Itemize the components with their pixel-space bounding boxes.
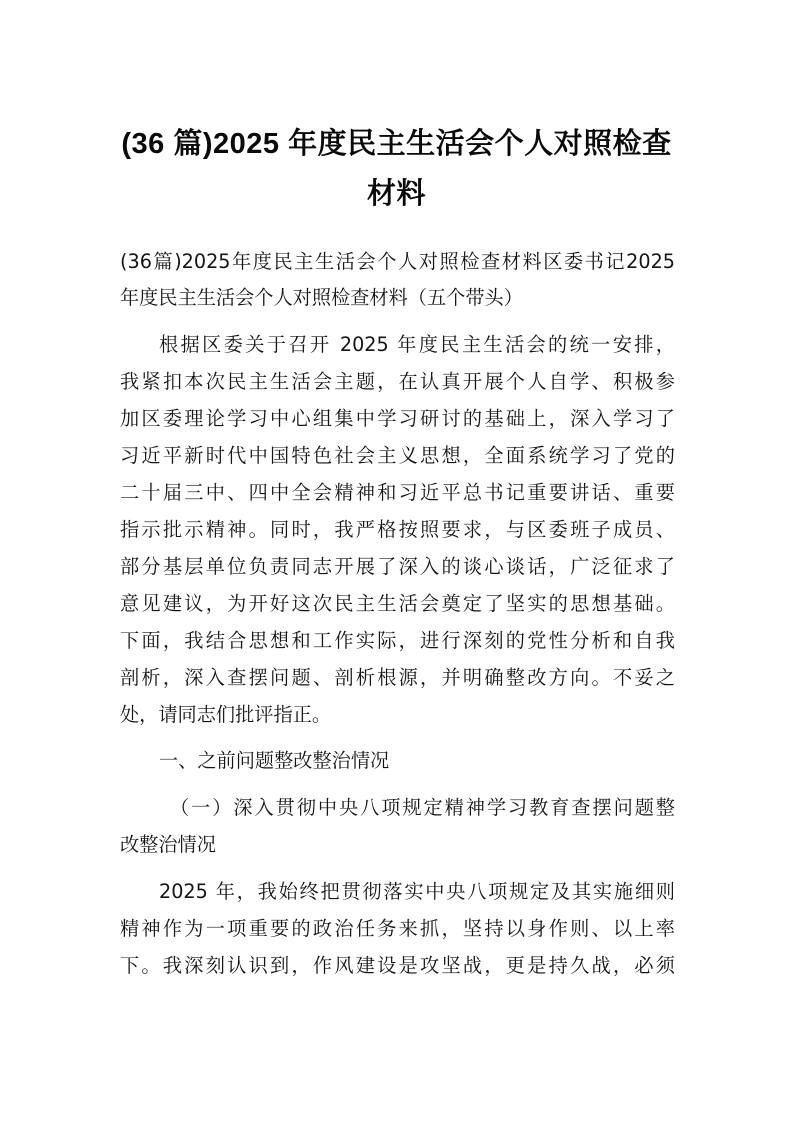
paragraph-1-line-4: 习近平新时代中国特色社会主义思想，全面系统学习了党的 <box>120 444 675 467</box>
document-title-line-2: 材料 <box>366 178 426 210</box>
paragraph-1-line-11: 处，请同志们批评指正。 <box>120 703 332 726</box>
paragraph-1-line-9: 下面，我结合思想和工作实际，进行深刻的党性分析和自我 <box>120 629 675 652</box>
section-heading-1: 一、之前问题整改整治情况 <box>159 749 390 772</box>
paragraph-2-line-3: 下。我深刻认识到，作风建设是攻坚战，更是持久战，必须 <box>120 954 675 977</box>
paragraph-1-line-10: 剖析，深入查摆问题、剖析根源，并明确整改方向。不妥之 <box>120 666 675 689</box>
subheading-1-line-1: （一）深入贯彻中央八项规定精神学习教育查摆问题整 <box>170 796 675 819</box>
paragraph-1-line-8: 意见建议，为开好这次民主生活会奠定了坚实的思想基础。 <box>120 592 675 615</box>
document-title-line-1: (36 篇)2025 年度民主生活会个人对照检查 <box>121 128 672 160</box>
paragraph-2-line-1: 2025 年，我始终把贯彻落实中央八项规定及其实施细则 <box>159 880 675 903</box>
paragraph-1-line-7: 部分基层单位负责同志开展了深入的谈心谈话，广泛征求了 <box>120 555 675 578</box>
intro-line-2: 年度民主生活会个人对照检查材料（五个带头） <box>120 286 523 309</box>
paragraph-1-line-3: 加区委理论学习中心组集中学习研讨的基础上，深入学习了 <box>120 407 675 430</box>
paragraph-1-line-5: 二十届三中、四中全会精神和习近平总书记重要讲话、重要 <box>120 481 675 504</box>
paragraph-2-line-2: 精神作为一项重要的政治任务来抓，坚持以身作则、以上率 <box>120 917 675 940</box>
paragraph-1-line-1: 根据区委关于召开 2025 年度民主生活会的统一安排， <box>159 333 675 356</box>
paragraph-1-line-6: 指示批示精神。同时，我严格按照要求，与区委班子成员、 <box>120 518 675 541</box>
paragraph-1-line-2: 我紧扣本次民主生活会主题，在认真开展个人自学、积极参 <box>120 370 675 393</box>
intro-line-1: (36篇)2025年度民主生活会个人对照检查材料区委书记2025 <box>120 250 675 273</box>
subheading-1-line-2: 改整治情况 <box>120 833 216 856</box>
